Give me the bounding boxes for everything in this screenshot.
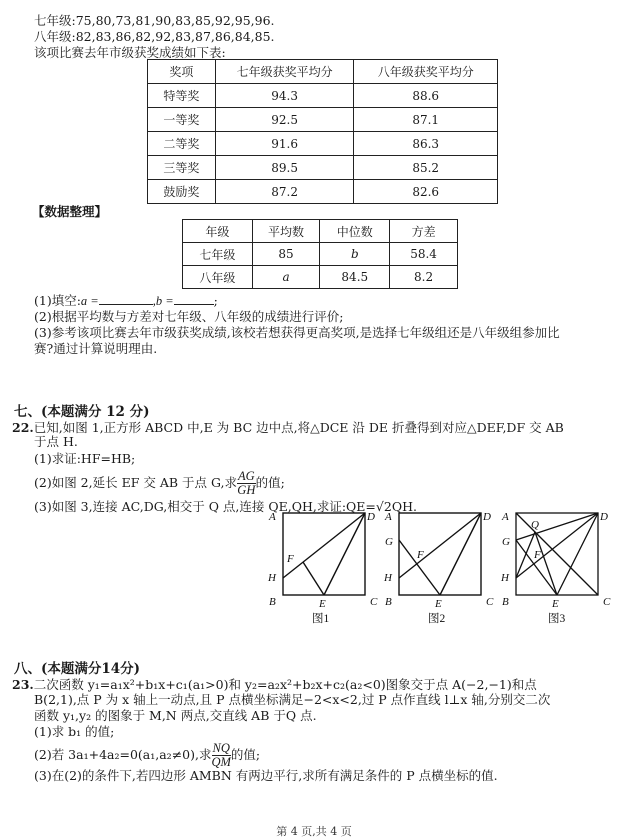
svg-text:D: D: [483, 511, 491, 523]
award-cell: 94.3: [215, 84, 354, 108]
stats-table: [182, 219, 458, 289]
q21-sub1: [34, 293, 218, 309]
frac-numerator: AG: [238, 469, 255, 483]
q23-sub2: [34, 742, 260, 769]
award-cell: 一等奖: [148, 108, 216, 132]
section8-title: 八、(本题满分14分): [14, 661, 141, 677]
fraction-ag-gh: [237, 470, 256, 497]
q23-sub2-suffix: 的值;: [230, 747, 261, 762]
award-cell: 鼓励奖: [148, 180, 216, 204]
q21-sub2: (2)根据平均数与方差对七年级、八年级的成绩进行评价;: [34, 309, 344, 324]
svg-text:E: E: [435, 598, 442, 610]
q23-stem-line2: B(2,1),点 P 为 x 轴上一动点,且 P 点横坐标满足−2<x<2,过 P 点作直线 l⊥x 轴,分别交二次: [34, 692, 551, 707]
geometry-figures: [255, 510, 625, 628]
grade8-scores: 82,83,86,82,92,83,87,86,84,85.: [75, 29, 275, 44]
stats-cell: 八年级: [183, 266, 253, 289]
stats-cell: b: [320, 243, 390, 266]
award-table: [147, 59, 498, 204]
svg-text:B: B: [385, 596, 392, 608]
award-row: [148, 180, 498, 204]
svg-text:D: D: [367, 511, 375, 523]
svg-text:A: A: [385, 511, 392, 523]
q22-stem-line1: [12, 418, 564, 436]
q22-number: 22.: [12, 420, 34, 435]
q23-sub1: (1)求 b₁ 的值;: [34, 724, 115, 739]
sub1-b-label: ,b =: [152, 294, 174, 308]
svg-text:H: H: [501, 572, 509, 584]
award-header-cell: 奖项: [148, 60, 216, 84]
figure-1: [283, 513, 365, 595]
award-row: [148, 108, 498, 132]
svg-text:C: C: [370, 596, 378, 608]
sub1-a-label: a =: [80, 294, 99, 308]
award-header-row: [148, 60, 498, 84]
frac-denominator: QM: [211, 755, 231, 769]
svg-text:A: A: [502, 511, 509, 523]
svg-text:C: C: [486, 596, 494, 608]
award-row: [148, 156, 498, 180]
svg-text:H: H: [268, 572, 276, 584]
q22-sub2: [34, 470, 285, 497]
q23-stem-line1: [12, 675, 537, 693]
frac-denominator: GH: [237, 483, 256, 497]
fraction-nq-qm: [211, 742, 230, 769]
award-cell: 特等奖: [148, 84, 216, 108]
q23-stem-line3: 函数 y₁,y₂ 的图象于 M,N 两点,交直线 AB 于Q 点.: [34, 708, 317, 723]
q22-sub3: (3)如图 3,连接 AC,DG,相交于 Q 点,连接 QE,QH,求证:QE=√2QH.: [34, 499, 417, 514]
svg-text:A: A: [269, 511, 276, 523]
q22-sub2-suffix: 的值;: [255, 475, 285, 490]
answer-blank-b[interactable]: [174, 304, 214, 305]
svg-text:G: G: [502, 536, 510, 548]
frac-numerator: NQ: [212, 741, 230, 755]
grade8-scores-line: [34, 29, 275, 45]
svg-text:C: C: [603, 596, 611, 608]
award-header-cell: 七年级获奖平均分: [215, 60, 354, 84]
svg-text:H: H: [384, 572, 392, 584]
stats-header-cell: 中位数: [320, 220, 390, 243]
stats-row: [183, 243, 458, 266]
award-row: [148, 132, 498, 156]
stats-header-cell: 方差: [390, 220, 458, 243]
data-section-title: 【数据整理】: [32, 204, 108, 219]
award-cell: 85.2: [354, 156, 498, 180]
award-cell: 91.6: [215, 132, 354, 156]
section7-title: 七、(本题满分 12 分): [14, 404, 150, 420]
grade7-label: 七年级:: [34, 13, 76, 28]
stats-cell: 84.5: [320, 266, 390, 289]
grade7-scores: 75,80,73,81,90,83,85,92,95,96.: [75, 13, 275, 28]
stats-header-cell: 平均数: [252, 220, 320, 243]
q22-sub1: (1)求证:HF=HB;: [34, 451, 136, 466]
q22-stem-line2: 于点 H.: [34, 434, 78, 449]
figure-3-caption: 图3: [548, 613, 566, 625]
svg-text:Q: Q: [531, 519, 539, 531]
award-cell: 82.6: [354, 180, 498, 204]
stats-cell: 85: [252, 243, 320, 266]
answer-blank-a[interactable]: [99, 304, 153, 305]
page-footer: 第 4 页,共 4 页: [276, 825, 352, 838]
svg-text:B: B: [502, 596, 509, 608]
stats-cell: 七年级: [183, 243, 253, 266]
q21-sub3-line2: 赛?通过计算说明理由.: [34, 341, 158, 356]
svg-text:D: D: [600, 511, 608, 523]
award-cell: 92.5: [215, 108, 354, 132]
award-cell: 88.6: [354, 84, 498, 108]
stats-row: [183, 266, 458, 289]
stats-cell: 8.2: [390, 266, 458, 289]
award-cell: 86.3: [354, 132, 498, 156]
stats-header-cell: 年级: [183, 220, 253, 243]
figure-2: [399, 513, 481, 595]
award-cell: 87.1: [354, 108, 498, 132]
q22-stem-text: 已知,如图 1,正方形 ABCD 中,E 为 BC 边中点,将△DCE 沿 DE 折叠得到对应△DEF,DF 交 AB: [33, 420, 564, 435]
sub1-prefix: (1)填空:: [34, 293, 81, 308]
svg-text:E: E: [319, 598, 326, 610]
award-header-cell: 八年级获奖平均分: [354, 60, 498, 84]
award-cell: 二等奖: [148, 132, 216, 156]
sub1-end: ;: [213, 293, 218, 308]
award-cell: 87.2: [215, 180, 354, 204]
svg-text:B: B: [269, 596, 276, 608]
stats-cell: a: [252, 266, 320, 289]
grade8-label: 八年级:: [34, 29, 76, 44]
svg-text:E: E: [552, 598, 559, 610]
q23-stem-text: 二次函数 y₁=a₁x²+b₁x+c₁(a₁>0)和 y₂=a₂x²+b₂x+c₂(a₂<0)图象交于点 A(−2,−1)和点: [33, 677, 537, 692]
q23-number: 23.: [12, 677, 34, 692]
svg-text:F: F: [287, 553, 294, 565]
q23-sub2-prefix: (2)若 3a₁+4a₂=0(a₁,a₂≠0),求: [34, 747, 212, 762]
stats-cell: 58.4: [390, 243, 458, 266]
award-table-intro: 该项比赛去年市级获奖成绩如下表:: [34, 45, 226, 60]
svg-text:G: G: [385, 536, 393, 548]
award-cell: 三等奖: [148, 156, 216, 180]
figure-1-caption: 图1: [312, 613, 330, 625]
award-cell: 89.5: [215, 156, 354, 180]
figure-2-caption: 图2: [428, 613, 446, 625]
grade7-scores-line: [34, 13, 275, 29]
q23-sub3: (3)在(2)的条件下,若四边形 AMBN 有两边平行,求所有满足条件的 P 点横坐标的值.: [34, 768, 498, 783]
svg-text:F: F: [417, 549, 424, 561]
svg-text:F: F: [534, 549, 541, 561]
stats-header-row: [183, 220, 458, 243]
award-row: [148, 84, 498, 108]
q21-sub3-line1: (3)参考该项比赛去年市级获奖成绩,该校若想获得更高奖项,是选择七年级组还是八年级组参加比: [34, 325, 560, 340]
q22-sub2-prefix: (2)如图 2,延长 EF 交 AB 于点 G,求: [34, 475, 237, 490]
figure-3: [516, 513, 598, 595]
